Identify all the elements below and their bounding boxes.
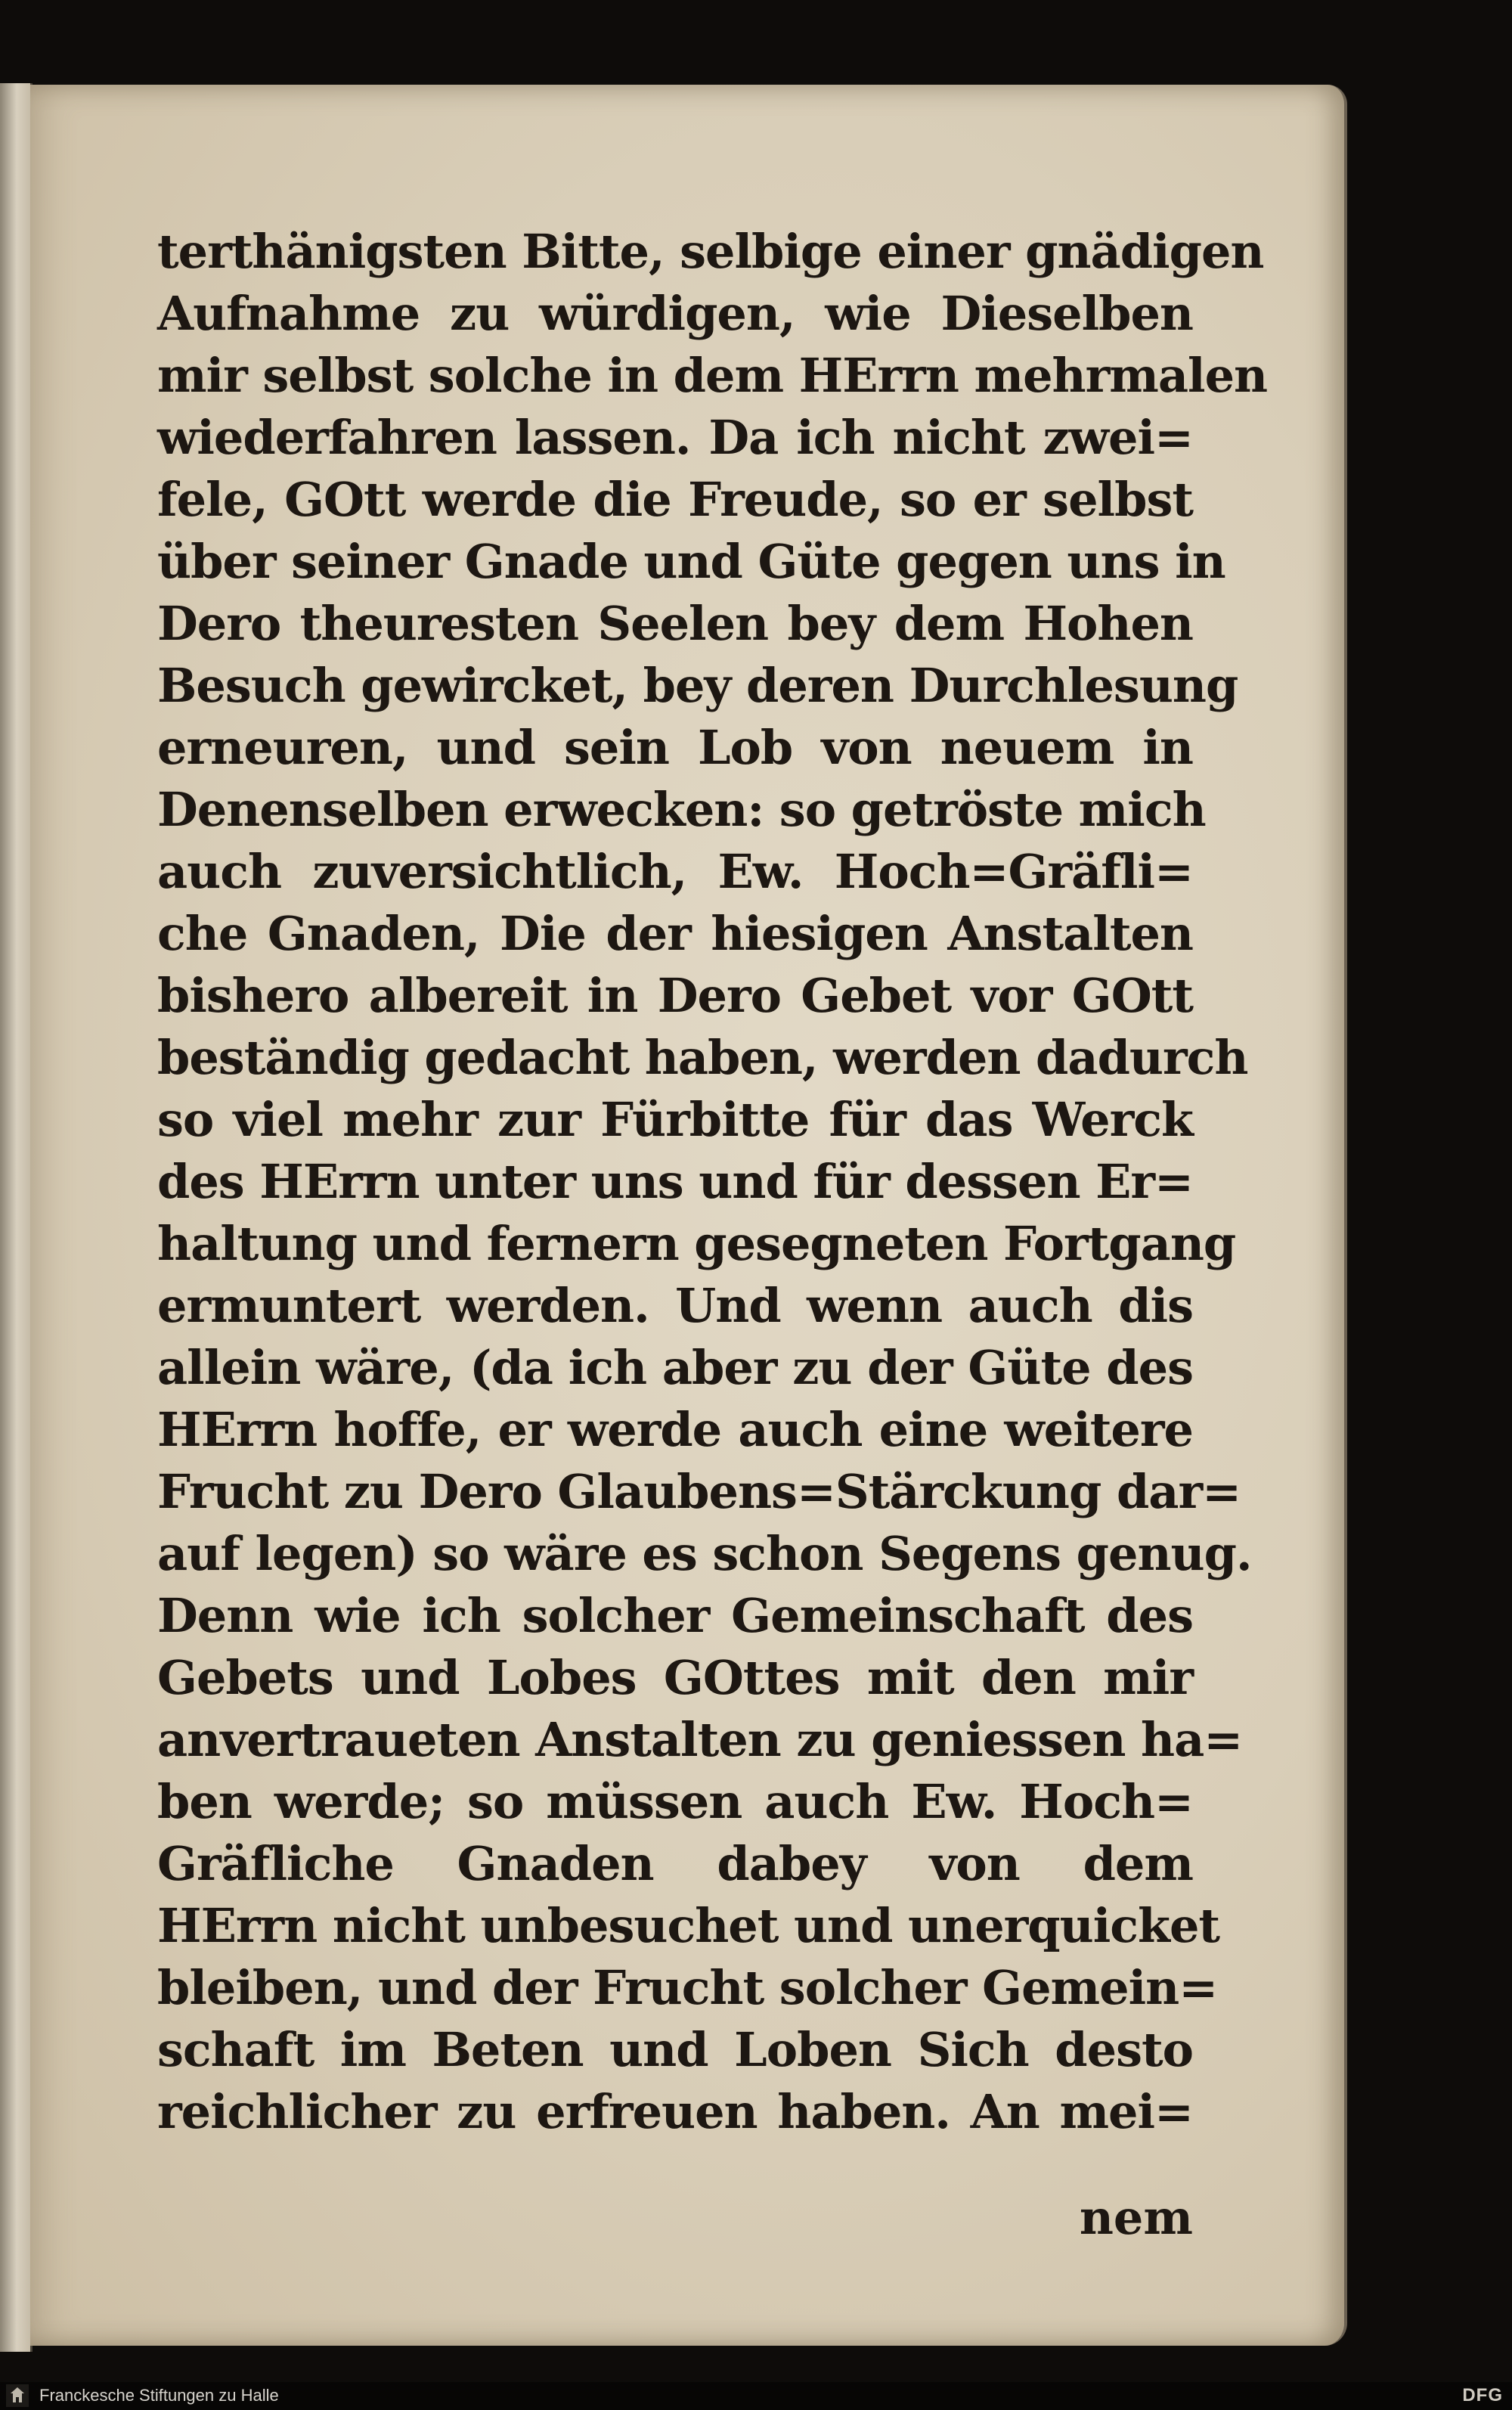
catchword: nem: [1079, 2190, 1193, 2245]
text-line: Gebets und Lobes GOttes mit den mir: [157, 1650, 1193, 1705]
text-line: HErrn hoffe, er werde auch eine weitere: [157, 1402, 1193, 1457]
text-line: mir selbst solche in dem HErrn mehrmalen: [157, 348, 1268, 403]
text-line: terthänigsten Bitte, selbige einer gnädigen: [157, 224, 1264, 279]
text-line: so viel mehr zur Fürbitte für das Werck: [157, 1092, 1193, 1147]
text-line: Dero theuresten Seelen bey dem Hohen: [157, 596, 1193, 651]
text-line: ben werde; so müssen auch Ew. Hoch=: [157, 1774, 1193, 1829]
previous-page-edge: [0, 83, 33, 2352]
text-line: Denn wie ich solcher Gemeinschaft des: [157, 1588, 1193, 1643]
text-line: bishero albereit in Dero Gebet vor GOtt: [157, 968, 1193, 1023]
text-line: beständig gedacht haben, werden dadurch: [157, 1030, 1248, 1085]
book-page: [30, 85, 1347, 2346]
text-line: fele, GOtt werde die Freude, so er selbst: [157, 472, 1193, 527]
text-line: erneuren, und sein Lob von neuem in: [157, 720, 1193, 775]
text-line: schaft im Beten und Loben Sich desto: [157, 2022, 1193, 2077]
footer-credit: Franckesche Stiftungen zu Halle: [39, 2386, 279, 2405]
text-line: allein wäre, (da ich aber zu der Güte des: [157, 1340, 1193, 1395]
text-line: che Gnaden, Die der hiesigen Anstalten: [157, 906, 1193, 961]
text-line: haltung und fernern gesegneten Fortgang: [157, 1216, 1236, 1271]
text-line: ermuntert werden. Und wenn auch dis: [157, 1278, 1193, 1333]
text-line: auf legen) so wäre es schon Segens genug.: [157, 1526, 1252, 1581]
dfg-badge: DFG: [1462, 2385, 1503, 2405]
text-line: bleiben, und der Frucht solcher Gemein=: [157, 1960, 1218, 2015]
institution-logo-icon: [6, 2384, 29, 2407]
text-line: HErrn nicht unbesuchet und unerquicket: [157, 1898, 1220, 1953]
text-line: Besuch gewircket, bey deren Durchlesung: [157, 658, 1238, 713]
text-line: Aufnahme zu würdigen, wie Dieselben: [157, 286, 1193, 341]
text-line: über seiner Gnade und Güte gegen uns in: [157, 534, 1225, 589]
text-line: Denenselben erwecken: so getröste mich: [157, 782, 1206, 837]
text-line: reichlicher zu erfreuen haben. An mei=: [157, 2084, 1193, 2139]
text-line: auch zuversichtlich, Ew. Hoch=Gräfli=: [157, 844, 1193, 899]
text-line: Gräfliche Gnaden dabey von dem: [157, 1836, 1193, 1891]
text-line: des HErrn unter uns und für dessen Er=: [157, 1154, 1193, 1209]
text-line: Frucht zu Dero Glaubens=Stärckung dar=: [157, 1464, 1241, 1519]
text-block: [157, 221, 1268, 2143]
text-line: wiederfahren lassen. Da ich nicht zwei=: [157, 410, 1193, 465]
text-line: anvertraueten Anstalten zu geniessen ha=: [157, 1712, 1243, 1767]
